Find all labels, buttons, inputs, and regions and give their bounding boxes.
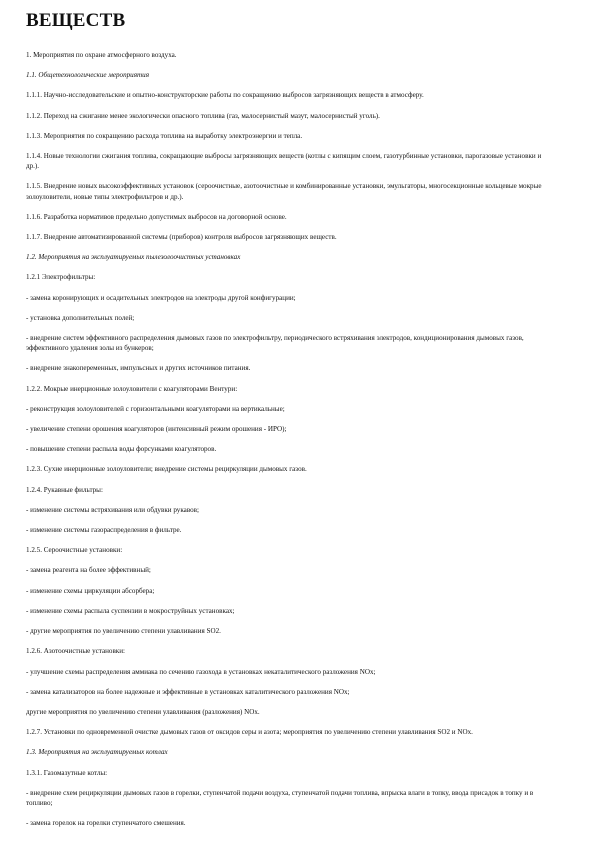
document-body [26,50,556,838]
document-paragraph: 1.1.2. Переход на сжигание менее экологически опасного топлива (газ, малосернистый мазут, малосернистый уголь). [26,111,380,120]
document-title: ВЕЩЕСТВ [26,10,126,31]
document-paragraph: - повышение степени распыла воды форсунками коагуляторов. [26,445,217,454]
document-paragraph: 1.1.6. Разработка нормативов предельно допустимых выбросов на договорной основе. [26,212,287,221]
document-paragraph: 1.2.7. Установки по одновременной очистке дымовых газов от оксидов серы и азота; мероприятия по увеличению степени улавливания SO2 и NOx. [26,728,473,737]
document-paragraph: - другие мероприятия по увеличению степени улавливания SO2. [26,627,221,636]
document-paragraph: 1.2.6. Азотоочистные установки: [26,647,126,656]
document-paragraph: 1.2.1 Электрофильтры: [26,273,96,282]
document-paragraph: 1.3.1. Газомазутные котлы: [26,768,108,777]
section-heading: 1.3. Мероприятия на эксплуатируемых котлах [26,748,168,757]
document-paragraph: 1.1.4. Новые технологии сжигания топлива, сокращающие выбросы загрязняющих веществ (котлы с кипящим слоем, газотурбинные установки, парогазовые установки и др.). [26,152,542,171]
document-paragraph: - изменение схемы циркуляции абсорбера; [26,586,155,595]
document-paragraph: 1.2.5. Сероочистные установки: [26,546,123,555]
document-paragraph: 1.1.5. Внедрение новых высокоэффективных установок (сероочистные, азотоочистные и комбинированные установки, эмульгаторы, многосекционные кольцевые мокрые золоуловители, новые типы электрофильтров и др.). [26,182,542,201]
document-paragraph: другие мероприятия по увеличению степени улавливания (разложения) NOx. [26,707,260,716]
document-paragraph: - замена горелок на горелки ступенчатого смешения. [26,819,186,828]
document-paragraph: - установка дополнительных полей; [26,313,135,322]
section-heading: 1.1. Общетехнологические мероприятия [26,71,149,80]
section-heading: 1.2. Мероприятия на эксплуатируемых пылезолоочистных установках [26,253,241,262]
document-paragraph: - внедрение систем эффективного распределения дымовых газов по электрофильтру, периодического встряхивания электродов, кондиционирования дымовых газов, эффективного удаления золы из бункеров; [26,334,524,353]
document-paragraph: 1.2.3. Сухие инерционные золоуловители; внедрение системы рециркуляции дымовых газов. [26,465,307,474]
document-paragraph: 1.2.4. Рукавные фильтры: [26,485,103,494]
document-paragraph: - улучшение схемы распределения аммиака по сечению газохода в установках некаталитического разложения NOx; [26,667,376,676]
document-paragraph: - замена коронирующих и осадительных электродов на электроды другой конфигурации; [26,293,296,302]
document-paragraph: 1.2.2. Мокрые инерционные золоуловители с коагуляторами Вентури: [26,384,238,393]
document-paragraph: 1.1.7. Внедрение автоматизированной системы (приборов) контроля выбросов загрязняющих веществ. [26,233,337,242]
document-paragraph: 1. Мероприятия по охране атмосферного воздуха. [26,51,177,59]
document-paragraph: - увеличение степени орошения коагуляторов (интенсивный режим орошения - ИРО); [26,425,287,434]
document-paragraph: - реконструкция золоуловителей с горизонтальными коагуляторами на вертикальные; [26,404,285,413]
document-paragraph: - изменение системы газораспределения в фильтре. [26,526,182,535]
document-paragraph: - внедрение знакопеременных, импульсных и других источников питания. [26,364,251,373]
document-paragraph: - замена катализаторов на более надежные и эффективные в установках каталитического разложения NOx; [26,687,350,696]
document-paragraph: - изменение системы встряхивания или обдувки рукавов; [26,505,199,514]
document-paragraph: - внедрение схем рециркуляции дымовых газов в горелки, ступенчатой подачи воздуха, ступенчатой подачи топлива, впрыска влаги в топку, ввода присадок в топку и в топливо; [26,788,534,807]
document-paragraph: 1.1.3. Мероприятия по сокращению расхода топлива на выработку электроэнергии и тепла. [26,131,303,140]
document-paragraph: 1.1.1. Научно-исследовательские и опытно-конструкторские работы по сокращению выбросов загрязняющих веществ в атмосферу. [26,91,424,100]
document-paragraph: - изменение схемы распыла суспензии в мокроструйных установках; [26,606,235,615]
document-paragraph: - замена реагента на более эффективный; [26,566,151,575]
